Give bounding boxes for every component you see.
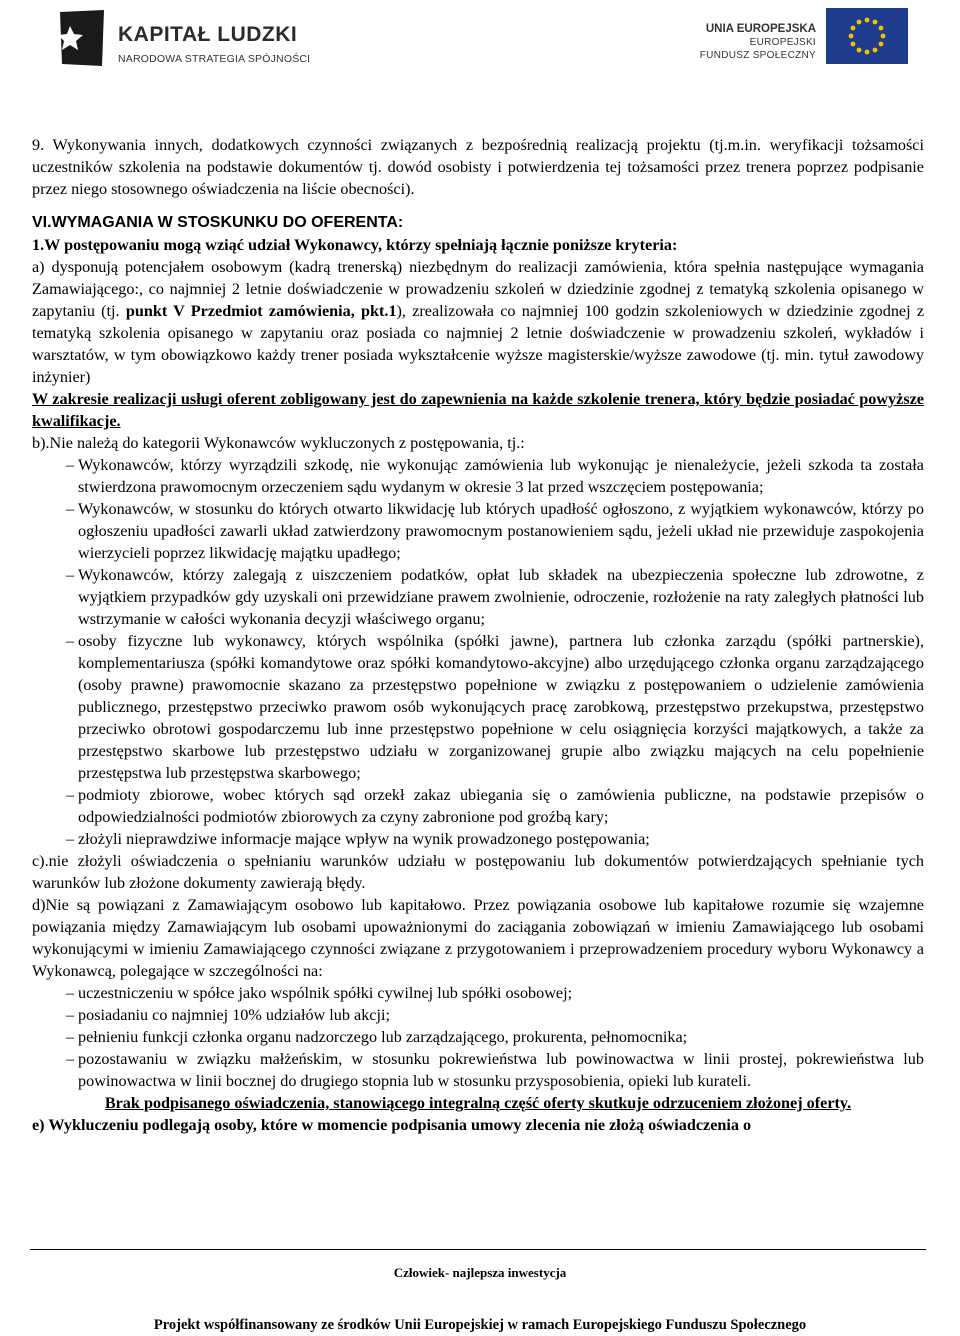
footer-slogan: Człowiek- najlepsza inwestycja	[393, 1265, 567, 1280]
list-item: – pozostawaniu w związku małżeńskim, w stosunku pokrewieństwa lub powinowactwa w linii prostej, pokrewieństwa lub powinowactwa w linii bocznej do drugiego stopnia lub w stosunku przysposobienia, opieki lub kurateli.	[66, 1050, 924, 1090]
item-9: 9. Wykonywania innych, dodatkowych czynności związanych z bezpośrednią realizacją projektu (tj.m.in. weryfikacji tożsamości uczestników szkolenia na podstawie dokumentów tj. dowód osobisty i potwierdzenia tej tożsamości przez trenera poprzez podpisanie przez niego stosownego oświadczenia na liście obecności).	[32, 136, 924, 198]
eu-logo-line2: EUROPEJSKI	[749, 37, 816, 48]
list-item: – złożyli nieprawdziwe informacje mające wpływ na wynik prowadzonego postępowania;	[66, 830, 650, 848]
eu-logo-text	[700, 22, 816, 62]
kapital-ludzki-logo	[58, 8, 348, 70]
list-item: – podmioty zbiorowe, wobec których sąd orzekł zakaz ubiegania się o zamówienia publiczne, na podstawie przepisów o odpowiedzialności podmiotów zbiorowych za czyny zabronione pod groźbą kary;	[66, 786, 924, 826]
list-item: – posiadaniu co najmniej 10% udziałów lub akcji;	[66, 1006, 390, 1024]
page-header	[0, 0, 960, 80]
point-a	[32, 256, 924, 388]
list-item: – pełnieniu funkcji członka organu nadzorczego lub zarządzającego, prokurenta, pełnomocnika;	[66, 1028, 688, 1046]
point-d: d)Nie są powiązani z Zamawiającym osobowo lub kapitałowo. Przez powiązania osobowe lub kapitałowe rozumie się wzajemne powiązania między Zamawiającym lub osobami upoważnionymi do zaciągania zobowiązań w imieniu Zamawiającego lub osobami wykonującymi w imieniu Zamawiającego czynności związane z przygotowaniem i przeprowadzeniem procedury wyboru Wykonawcy a Wykonawcą, polegające w szczególności na:	[32, 896, 924, 980]
eu-social-fund-logo	[698, 8, 908, 70]
list-item: – Wykonawców, którzy wyrządzili szkodę, nie wykonując zamówienia lub wykonując je nienależycie, jeżeli szkoda ta została stwierdzona prawomocnym orzeczeniem sądu wydanym w okresie 3 lat przed wszczęciem postępowania;	[66, 456, 924, 496]
footer-divider	[30, 1249, 926, 1250]
eu-logo-line1: UNIA EUROPEJSKA	[705, 23, 816, 35]
point-d-list	[32, 982, 924, 1092]
point-a-part2: ), zrealizowała co najmniej 100 godzin szkoleniowych w dziedzinie zgodnej z tematyką szkolenia opisanego w zapytaniu oraz posiada co najmniej 2 letnie doświadczenie w prowadzeniu szkoleń, wykładów i warsztatów, w tym obowiązkowo każdy trener posiada wykształcenie wyższe magisterskie/wyższe zawodowe (tj. min. tytuł zawodowy inżynier)	[32, 302, 925, 386]
rejection-notice: Brak podpisanego oświadczenia, stanowiącego integralną część oferty skutkuje odrzuceniem złożonej oferty.	[104, 1094, 852, 1112]
obligation-notice: W zakresie realizacji usługi oferent zobligowany jest do zapewnienia na każde szkolenie trenera, który będzie posiadać powyższe kwalifikacje.	[32, 390, 924, 430]
kapital-ludzki-subtitle: NARODOWA STRATEGIA SPÓJNOŚCI	[118, 53, 311, 65]
point-e: e) Wykluczeniu podlegają osoby, które w momencie podpisania umowy zlecenia nie złożą oświadczenia o	[32, 1116, 752, 1134]
document-body	[32, 134, 924, 1136]
footer-cofinancing: Projekt współfinansowany ze środków Unii Europejskiej w ramach Europejskiego Funduszu Społecznego	[153, 1317, 807, 1333]
eu-logo-line3: FUNDUSZ SPOŁECZNY	[699, 50, 816, 61]
eu-flag-icon	[826, 8, 908, 64]
list-item: – osoby fizyczne lub wykonawcy, których wspólnika (spółki jawne), partnera lub członka zarządu (spółki partnerskie), komplementariusza (spółki komandytowe oraz spółki komandytowo-akcyjne) albo urzędującego członka organu zarządzającego (osoby prawne) prawomocnie skazano za przestępstwo popełnione w związku z postępowaniem o udzielenie zamówienia publicznego, przestępstwo przeciwko prawom osób wykonujących pracę zarobkową, przestępstwo przekupstwa, przestępstwo przeciwko obrotowi gospodarczemu lub inne przestępstwo popełnione w celu osiągnięcia korzyści majątkowych, a także za przestępstwo skarbowe lub przestępstwo udziału w zorganizowanej grupie albo związku mających na celu popełnienie przestępstwa lub przestępstwa skarbowego;	[66, 632, 924, 782]
point-b-list	[32, 454, 924, 850]
section-heading: VI.WYMAGANIA W STOSKUNKU DO OFERENTA:	[32, 214, 404, 231]
point-1: 1.W postępowaniu mogą wziąć udział Wykonawcy, którzy spełniają łącznie poniższe kryteria:	[32, 236, 678, 254]
list-item: – Wykonawców, którzy zalegają z uiszczeniem podatków, opłat lub składek na ubezpieczenia społeczne lub zdrowotne, z wyjątkiem przypadków gdy uzyskali oni przewidziane prawem zwolnienie, odroczenie, rozłożenie na raty zaległych płatności lub wstrzymanie w całości wykonania decyzji właściwego organu;	[66, 566, 924, 628]
point-a-bold: punkt V Przedmiot zamówienia, pkt.1	[125, 302, 397, 320]
kapital-ludzki-title: KAPITAŁ LUDZKI	[118, 23, 298, 46]
point-a-part1: a) dysponują potencjałem osobowym (kadrą trenerską) niezbędnym do realizacji zamówienia, która spełnia następujące wymagania Zamawiającego:, co najmniej 2 letnie doświadczenie w prowadzeniu szkoleń w dziedzinie zgodnej z tematyką szkolenia opisanego w zapytaniu (tj.	[32, 258, 924, 320]
list-item: – uczestniczeniu w spółce jako wspólnik spółki cywilnej lub spółki osobowej;	[66, 984, 573, 1002]
list-item: – Wykonawców, w stosunku do których otwarto likwidację lub których upadłość ogłoszono, z wyjątkiem wykonawców, którzy po ogłoszeniu upadłości zawarli układ zatwierdzony prawomocnym postanowieniem sądu, jeżeli układ nie przewiduje zaspokojenia wierzycieli poprzez likwidację majątku upadłego;	[66, 500, 924, 562]
kapital-ludzki-flag-icon	[58, 8, 106, 68]
point-b-intro: b).Nie należą do kategorii Wykonawców wykluczonych z postępowania, tj.:	[32, 434, 525, 452]
point-c: c).nie złożyli oświadczenia o spełnianiu warunków udziału w postępowaniu lub dokumentów potwierdzających spełnianie tych warunków lub złożone dokumenty zawierają błędy.	[32, 852, 924, 892]
